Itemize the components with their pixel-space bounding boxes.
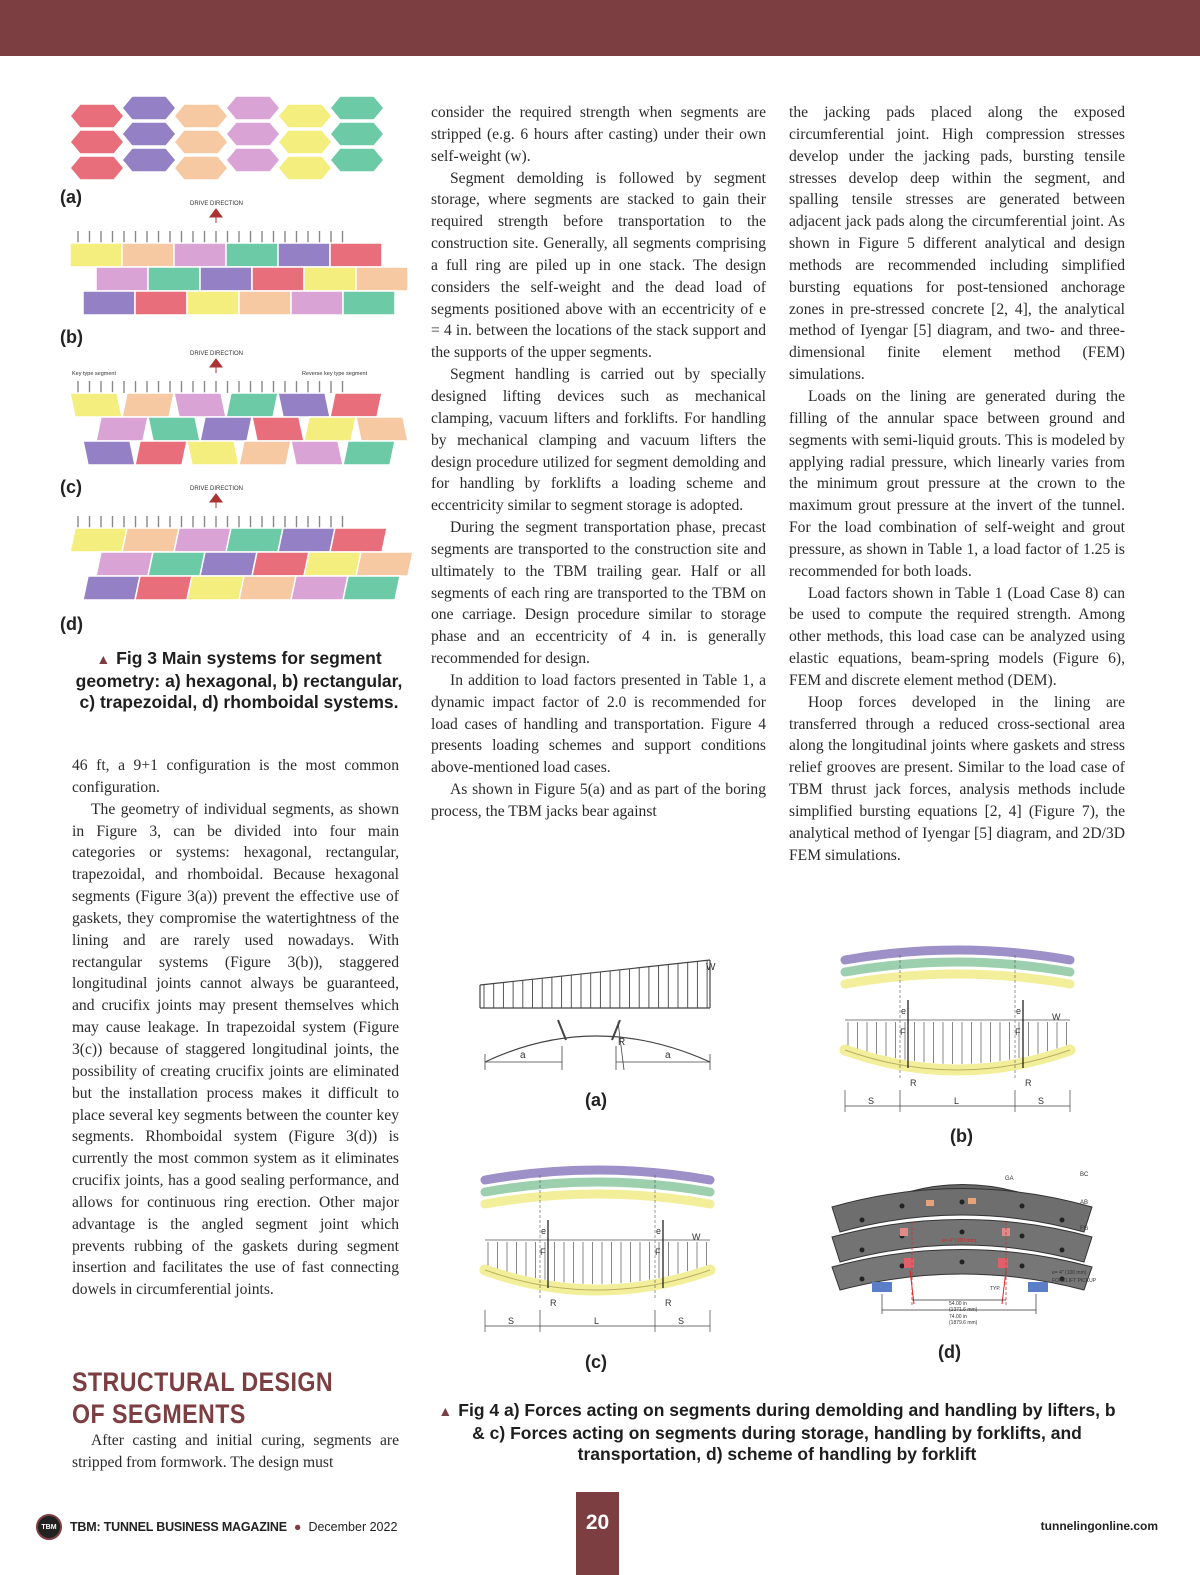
hexagon-segment [70, 130, 124, 154]
ring-segment [343, 291, 395, 315]
heading-line: OF SEGMENTS [72, 1399, 246, 1429]
fig4d-note: e= 4" (100 mm) [1052, 1270, 1087, 1276]
ring-segment [187, 441, 239, 465]
span-l-label: L [594, 1316, 600, 1326]
ring-segment [252, 552, 309, 576]
column-1 [72, 755, 399, 1301]
footer [0, 1492, 1200, 1575]
ring-segment [330, 393, 382, 417]
ring-segment [96, 552, 153, 576]
ring-segment [174, 528, 231, 552]
section-heading [72, 1366, 333, 1430]
fig4-label-c: (c) [585, 1352, 607, 1372]
issue-date: December 2022 [308, 1520, 398, 1534]
hexagon-segment [330, 148, 384, 172]
fig4d-note: TYP. [990, 1286, 1001, 1292]
ring-segment [174, 393, 226, 417]
drive-direction-arrow-icon [210, 209, 222, 223]
fig4-caption [432, 1400, 1122, 1466]
ring-segment [122, 243, 174, 267]
ring-segment [187, 576, 244, 600]
ring-segment [226, 393, 278, 417]
ring-segment [200, 417, 252, 441]
drive-direction-label: DRIVE DIRECTION [190, 486, 244, 492]
ring-segment [226, 528, 283, 552]
fig3-label-b: (b) [60, 327, 83, 347]
span-l-label: L [954, 1096, 960, 1106]
ring-segment [148, 417, 200, 441]
ring-segment [343, 576, 400, 600]
load-w-label: W [692, 1232, 701, 1242]
fig4d-ab-label: AB [1080, 1200, 1089, 1206]
reaction-r-label: R [1025, 1078, 1032, 1088]
hexagon-segment [226, 122, 280, 146]
fig4-caption-text: Fig 4 a) Forces acting on segments during demolding and handling by lifters, b & c) Forces acting on segments during storage, handling by forklifts, and transportation, d) scheme of handling by forklift [458, 1400, 1116, 1464]
fig4a-a-label: a [520, 1050, 526, 1061]
ring-segment [239, 441, 291, 465]
hexagon-segment [330, 122, 384, 146]
col3-paragraph: Loads on the lining are generated during the filling of the annular space between ground and segments with semi-liquid grouts. This is modeled by applying radial pressure, which linearly varies from the minimum grout pressure at the crown to the maximum grout pressure at the invert of the tunnel. For the load combination of self-weight and grout pressure, as shown in Table 1, a load factor of 1.25 is recommended for both loads. [789, 387, 1125, 580]
col1-paragraph: 46 ft, a 9+1 configuration is the most common configuration. [72, 757, 399, 796]
fig4d-forklift-handling-diagram [822, 1162, 1102, 1332]
ring-segment [226, 243, 278, 267]
hexagon-segment [70, 104, 124, 128]
fig4-label-d: (d) [938, 1342, 961, 1362]
reaction-r-label: R [910, 1078, 917, 1088]
ring-segment [252, 267, 304, 291]
ring-segment [70, 528, 127, 552]
fig3-caption-text: Fig 3 Main systems for segment geometry: a) hexagonal, b) rectangular, c) trapezoidal, d) rhomboidal systems. [75, 648, 403, 712]
span-s-label: S [508, 1316, 515, 1326]
ring-segment [135, 441, 187, 465]
reverse-key-type-label: Reverse key type segment [302, 371, 368, 377]
stacked-segment [485, 1194, 710, 1204]
force-f-label: F [540, 1247, 546, 1257]
ring-segment [83, 441, 135, 465]
tbm-logo-icon: TBM [36, 1514, 62, 1540]
ring-segment [148, 552, 205, 576]
hexagon-segment [278, 156, 332, 180]
hexagon-segment [330, 96, 384, 120]
fig4b-storage-diagram [830, 940, 1085, 1120]
footer-publication [36, 1514, 397, 1540]
drive-direction-arrow-icon [210, 359, 222, 373]
fig4d-note: (1879.6 mm) [949, 1320, 978, 1326]
ring-segment [278, 393, 330, 417]
ring-segment [252, 417, 304, 441]
fig4d-bc-label: BC [1080, 1172, 1089, 1178]
hexagon-segment [122, 148, 176, 172]
col1-paragraph: The geometry of individual segments, as shown in Figure 3, can be divided into four main categories or systems: hexagonal, rectangular, trapezoidal, and rhomboidal. Because hexagonal segments (Figure 3(a)) prevent the effective use of gaskets, they compromise the watertightness of the lining and are rarely used nowadays. With rectangular systems (Figure 3(b)), staggered longitudinal joints cannot always be guaranteed, and crucifix joints may present themselves which may cause leakage. In trapezoidal system (Figure 3(c)) because of staggered longitudinal joints, the possibility of creating crucifix joints are eliminated but the installation process makes it difficult to place several key segments between the counter key segments. Rhomboidal system (Figure 3(d)) is currently the most common system as it eliminates crucifix joints, has a good sealing performance, and allows for continuous ring erection. Other major advantage is the angled segment joint which prevents rubbing of the gaskets during segment insertion and facilitates the use of fast connecting dowels in circumferential joints. [72, 800, 399, 1299]
fig4a-demolding-diagram [470, 950, 720, 1085]
column-1-continued [72, 1430, 399, 1474]
heading-line: STRUCTURAL DESIGN [72, 1367, 334, 1397]
force-f-label: F [1015, 1027, 1021, 1037]
fig4d-note: e= 4" (100 mm) [942, 1238, 977, 1244]
col2-paragraph: In addition to load factors presented in Table 1, a dynamic impact factor of 2.0 is recommended for load cases of handling and transportation. Figure 4 presents loading schemes and support conditions above-mentioned load cases. [431, 671, 766, 777]
ring-segment [356, 267, 408, 291]
col3-paragraph: Load factors shown in Table 1 (Load Case 8) can be used to compute the required strength. Among other methods, this load case can be analyzed using elastic equations, beam-spring models (Figure 6), FEM and discrete element method (DEM). [789, 584, 1125, 689]
fig3c-trapezoidal-diagram [70, 345, 405, 470]
ring-segment [343, 441, 395, 465]
ring-segment [304, 267, 356, 291]
fig4d-ga-label: GA [1005, 1176, 1014, 1182]
ring-segment [330, 243, 382, 267]
fig4a-w-label: W [706, 962, 716, 973]
col1-paragraph: After casting and initial curing, segments are stripped from formwork. The design must [72, 1432, 399, 1471]
ring-segment [239, 576, 296, 600]
span-s-label: S [1038, 1096, 1045, 1106]
ring-segment [122, 528, 179, 552]
hexagon-segment [122, 122, 176, 146]
fig3a-hexagonal-diagram [70, 96, 410, 186]
fig4d-fg-label: FG [1080, 1226, 1089, 1232]
fig3d-rhomboidal-diagram [70, 486, 405, 608]
ring-segment [356, 552, 413, 576]
stacked-segment [845, 974, 1070, 984]
col2-paragraph: During the segment transportation phase, precast segments are transported to the construction site and ultimately to the TBM trailing gear. Half or all segments of each ring are transported to the TBM on one carriage. Design procedure similar to storage phase and an eccentricity of 4 in. is generally recommended for design. [431, 519, 766, 668]
force-f-label: F [655, 1247, 661, 1257]
span-s-label: S [868, 1096, 875, 1106]
hexagon-segment [278, 130, 332, 154]
fig4d-note: 74.00 in [949, 1314, 967, 1320]
eccentricity-e-label: e [541, 1226, 547, 1236]
fig3-label-a: (a) [60, 187, 82, 207]
drive-direction-label: DRIVE DIRECTION [190, 351, 244, 357]
ring-segment [83, 291, 135, 315]
fig4d-note: 54.00 in [949, 1301, 967, 1307]
col3-paragraph: Hoop forces developed in the lining are transferred through a reduced cross-sectional area along the longitudinal joints where gaskets and stress relief grooves are present. Similar to the load case of TBM thrust jack forces, analysis methods include simplified bursting equations [2, 4] (Figure 7), the analytical method of Iyengar [5] diagram, and 2D/3D FEM simulations. [789, 693, 1125, 864]
caption-triangle-icon: ▲ [96, 651, 111, 667]
ring-segment [148, 267, 200, 291]
key-type-label: Key type segment [72, 371, 117, 377]
eccentricity-e-label: e [901, 1006, 907, 1016]
column-3 [789, 102, 1125, 867]
drive-direction-arrow-icon [210, 494, 222, 508]
fig4-label-b: (b) [950, 1126, 973, 1146]
ring-segment [135, 576, 192, 600]
col2-paragraph: Segment handling is carried out by specially designed lifting devices such as mechanical clamping, vacuum lifters and forklifts. For handling by mechanical clamping and vacuum lifters the design procedure utilized for segment demolding and for handling by forklifts a loading scheme and eccentricity similar to segment storage is adopted. [431, 366, 766, 515]
span-s-label: S [678, 1316, 685, 1326]
reaction-r-label: R [665, 1298, 672, 1308]
load-w-label: W [1052, 1012, 1061, 1022]
ring-segment [200, 552, 257, 576]
fig3-label-c: (c) [60, 477, 82, 497]
col2-paragraph: consider the required strength when segments are stripped (e.g. 6 hours after casting) under their own self-weight (w). [431, 104, 766, 165]
force-f-label: F [900, 1027, 906, 1037]
ring-segment [291, 441, 343, 465]
col2-paragraph: As shown in Figure 5(a) and as part of the boring process, the TBM jacks bear against [431, 781, 766, 820]
ring-segment [239, 291, 291, 315]
fig3-caption [66, 648, 412, 714]
ring-segment [200, 267, 252, 291]
col3-paragraph: the jacking pads placed along the exposed circumferential joint. High compression stresses develop under the jacking pads, bursting tensile stresses develop deep within the segment, and spalling tensile stresses are generated between adjacent jack pads along the circumferential joint. As shown in Figure 5 different analytical and design methods are recommended including simplified bursting equations for post-tensioned anchorage zones in pre-stressed concrete [2, 4], the analytical method of Iyengar [5] diagram, and two- and three-dimensional finite element method (FEM) simulations. [789, 104, 1125, 384]
fig3-label-d: (d) [60, 614, 83, 634]
hexagon-segment [278, 104, 332, 128]
eccentricity-e-label: e [1016, 1006, 1022, 1016]
fig4a-r-label: R [618, 1037, 626, 1048]
ring-segment [330, 528, 387, 552]
ring-segment [122, 393, 174, 417]
ring-segment [135, 291, 187, 315]
ring-segment [96, 267, 148, 291]
ring-segment [291, 576, 348, 600]
fig4c-forklift-transport-diagram [470, 1160, 725, 1340]
col2-paragraph: Segment demolding is followed by segment storage, where segments are stacked to gain their required strength before transportation to the construction site. Generally, all segments comprising a full ring are piled up in one stack. The design considers the self-weight and the dead load of segments positioned above with an eccentricity of e = 4 in. between the locations of the stack support and the supports of the upper segments. [431, 169, 766, 362]
ring-segment [356, 417, 408, 441]
fig4d-note: FORKLIFT PICKUP [1052, 1278, 1097, 1284]
caption-triangle-icon: ▲ [438, 1403, 453, 1419]
ring-segment [83, 576, 140, 600]
fig3b-rectangular-diagram [70, 201, 405, 323]
ring-segment [96, 417, 148, 441]
ring-segment [174, 243, 226, 267]
ring-segment [187, 291, 239, 315]
fig4-label-a: (a) [585, 1090, 607, 1110]
bullet-separator: ● [293, 1520, 302, 1534]
drive-direction-label: DRIVE DIRECTION [190, 201, 244, 207]
ring-segment [304, 552, 361, 576]
magazine-name: TBM: TUNNEL BUSINESS MAGAZINE [70, 1520, 287, 1534]
eccentricity-e-label: e [656, 1226, 662, 1236]
reaction-r-label: R [550, 1298, 557, 1308]
hexagon-segment [174, 130, 228, 154]
hexagon-segment [70, 156, 124, 180]
ring-segment [70, 393, 122, 417]
ring-segment [278, 243, 330, 267]
fig4d-note: (1371.6 mm) [949, 1307, 978, 1313]
top-banner [0, 0, 1200, 56]
ring-segment [278, 528, 335, 552]
page-number: 20 [576, 1492, 619, 1575]
ring-segment [304, 417, 356, 441]
hexagon-segment [174, 156, 228, 180]
fig4a-a-label: a [665, 1050, 671, 1061]
hexagon-segment [174, 104, 228, 128]
hexagon-segment [122, 96, 176, 120]
column-2 [431, 102, 766, 823]
hexagon-segment [226, 96, 280, 120]
ring-segment [70, 243, 122, 267]
ring-segment [291, 291, 343, 315]
website-link[interactable]: tunnelingonline.com [1040, 1519, 1158, 1533]
hexagon-segment [226, 148, 280, 172]
